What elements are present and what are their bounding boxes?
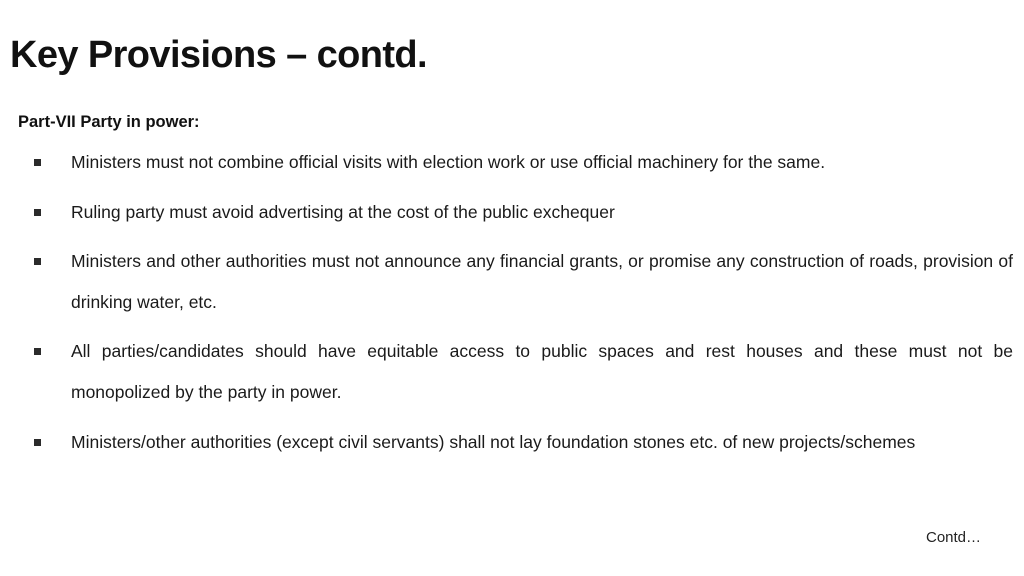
square-bullet-icon — [34, 258, 41, 265]
section-heading: Part-VII Party in power: — [18, 113, 200, 131]
square-bullet-icon — [34, 159, 41, 166]
bullet-text: Ministers and other authorities must not announce any financial grants, or promise any construction of roads, provision of drinking water, etc. — [71, 251, 1013, 312]
page-title: Key Provisions – contd. — [10, 34, 427, 76]
bullet-text: Ministers must not combine official visits with election work or use official machinery for the same. — [71, 152, 826, 172]
square-bullet-icon — [34, 439, 41, 446]
bullet-text: Ministers/other authorities (except civil servants) shall not lay foundation stones etc. of new projects/schemes — [71, 432, 916, 452]
square-bullet-icon — [34, 348, 41, 355]
bullet-text: All parties/candidates should have equitable access to public spaces and rest houses and these must not be monopolized by the party in power. — [71, 341, 1013, 402]
continuation-note: Contd… — [926, 529, 982, 546]
bullet-text: Ruling party must avoid advertising at the cost of the public exchequer — [71, 202, 615, 222]
square-bullet-icon — [34, 209, 41, 216]
